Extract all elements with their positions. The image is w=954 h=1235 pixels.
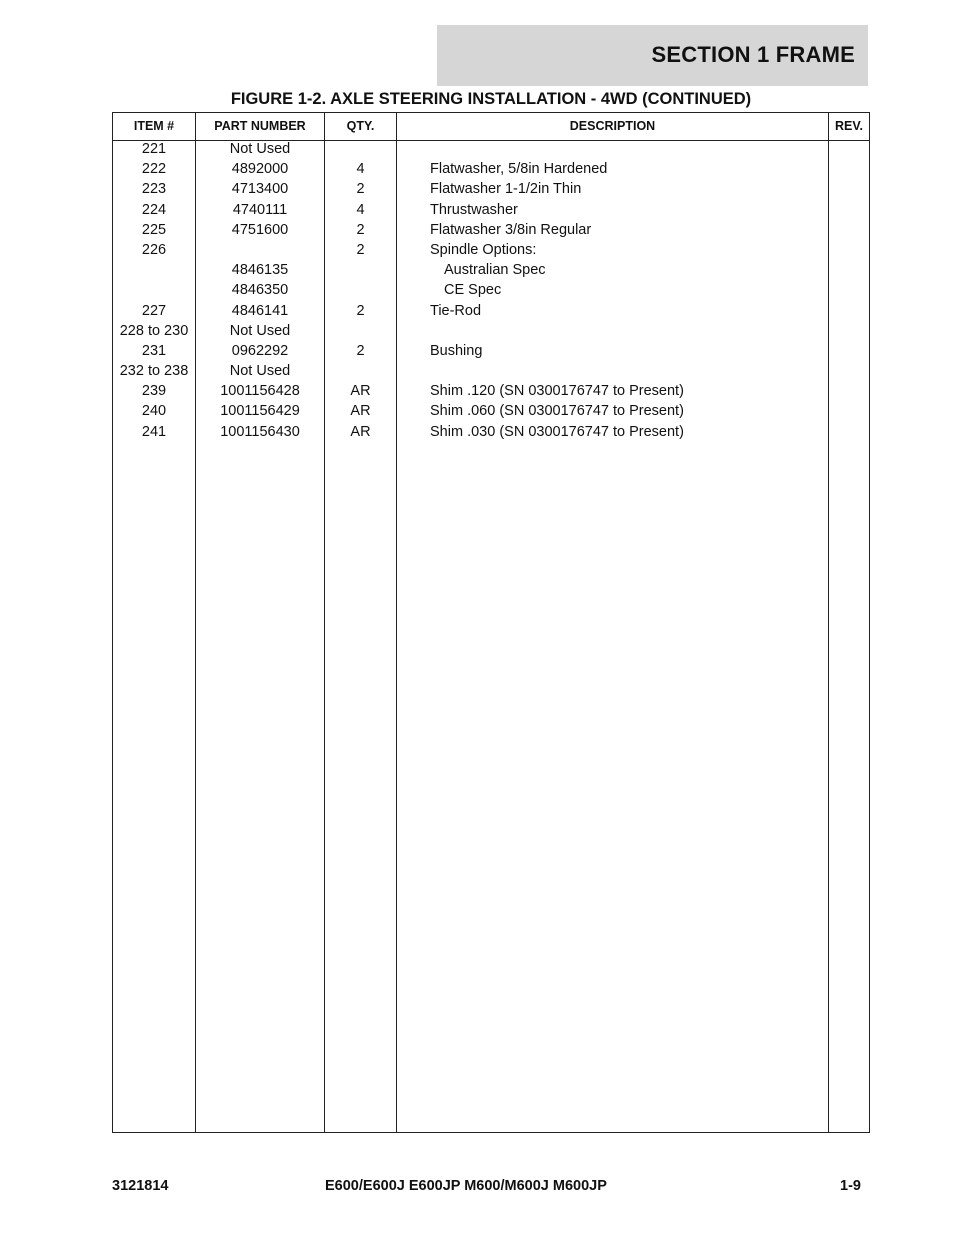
row-item-number [113, 282, 195, 302]
row-part-number: 0962292 [231, 342, 289, 359]
header-description: DESCRIPTION [569, 119, 656, 133]
table-row [113, 181, 869, 201]
row-quantity: 2 [356, 221, 365, 238]
row-part-number: 1001156428 [220, 383, 300, 400]
header-item: ITEM # [133, 119, 175, 133]
row-part-number: Not Used [229, 141, 291, 157]
row-description: CE Spec [444, 282, 502, 299]
row-part-number: 4713400 [231, 181, 289, 198]
row-part-number: 4846135 [231, 262, 289, 279]
row-item-number: 239 [141, 383, 167, 400]
row-part-number: 4846141 [231, 302, 289, 319]
row-description: Thrustwasher [430, 201, 518, 218]
row-quantity [325, 282, 396, 302]
row-part-number: 1001156429 [220, 403, 300, 420]
row-description: Flatwasher 1-1/2in Thin [430, 181, 582, 198]
table-row [113, 242, 869, 262]
row-item-number: 224 [141, 201, 167, 218]
table-row [113, 282, 869, 302]
row-item-number: 232 to 238 [119, 363, 189, 380]
row-description: Shim .120 (SN 0300176747 to Present) [430, 383, 684, 400]
header-qty: QTY. [346, 119, 375, 133]
footer-models: E600/E600J E600JP M600/M600J M600JP [325, 1178, 607, 1194]
row-description: Australian Spec [444, 262, 546, 279]
section-title: SECTION 1 FRAME [651, 42, 855, 67]
row-description: Tie-Rod [430, 302, 482, 319]
table-row [113, 303, 869, 323]
row-quantity: 2 [356, 181, 365, 198]
row-quantity: 4 [356, 161, 365, 178]
section-banner [437, 25, 868, 86]
row-item-number [113, 262, 195, 282]
row-part-number: Not Used [229, 363, 291, 380]
table-row [113, 202, 869, 222]
footer-doc-number: 3121814 [112, 1178, 169, 1194]
row-part-number: 4846350 [231, 282, 289, 299]
row-item-number: 222 [141, 161, 167, 178]
row-item-number: 231 [141, 342, 167, 359]
figure-title: FIGURE 1-2. AXLE STEERING INSTALLATION - 4WD (CONTINUED) [230, 90, 752, 108]
row-description: Flatwasher 3/8in Regular [430, 221, 592, 238]
row-description [430, 323, 830, 343]
table-row [113, 262, 869, 282]
row-quantity [325, 262, 396, 282]
footer-page-number: 1-9 [840, 1178, 861, 1194]
row-quantity [325, 363, 396, 383]
row-quantity: AR [350, 423, 371, 440]
row-quantity [325, 323, 396, 343]
table-row [113, 383, 869, 403]
row-quantity: 2 [356, 342, 365, 359]
table-body [113, 141, 869, 444]
table-header [113, 113, 869, 141]
row-part-number: 4740111 [232, 201, 288, 218]
table-row [113, 424, 869, 444]
row-quantity: 2 [356, 241, 365, 258]
table-row [113, 222, 869, 242]
row-item-number: 226 [141, 241, 167, 258]
row-item-number: 227 [141, 302, 167, 319]
table-row [113, 363, 869, 383]
row-quantity: AR [350, 403, 371, 420]
row-description [430, 363, 830, 383]
row-part-number: 4892000 [231, 161, 289, 178]
table-row [113, 343, 869, 363]
row-description: Shim .060 (SN 0300176747 to Present) [430, 403, 684, 420]
row-item-number: 228 to 230 [119, 322, 189, 339]
row-quantity: 2 [356, 302, 365, 319]
table-row [113, 141, 869, 161]
table-row [113, 403, 869, 423]
row-item-number: 241 [141, 423, 167, 440]
header-rev: REV. [834, 119, 864, 133]
row-quantity [325, 141, 396, 161]
row-description: Spindle Options: [430, 241, 537, 258]
table-row [113, 323, 869, 343]
row-description [430, 141, 830, 161]
parts-table [112, 112, 870, 1133]
row-item-number: 221 [141, 141, 167, 157]
row-quantity: 4 [356, 201, 365, 218]
row-description: Bushing [430, 342, 483, 359]
row-item-number: 223 [141, 181, 167, 198]
row-part-number: 4751600 [231, 221, 289, 238]
row-item-number: 240 [141, 403, 167, 420]
header-part-number: PART NUMBER [214, 119, 306, 133]
table-row [113, 161, 869, 181]
row-part-number: Not Used [229, 322, 291, 339]
row-part-number [196, 242, 324, 262]
row-part-number: 1001156430 [220, 423, 300, 440]
row-item-number: 225 [141, 221, 167, 238]
row-quantity: AR [350, 383, 371, 400]
row-description: Flatwasher, 5/8in Hardened [430, 161, 608, 178]
row-description: Shim .030 (SN 0300176747 to Present) [430, 423, 684, 440]
